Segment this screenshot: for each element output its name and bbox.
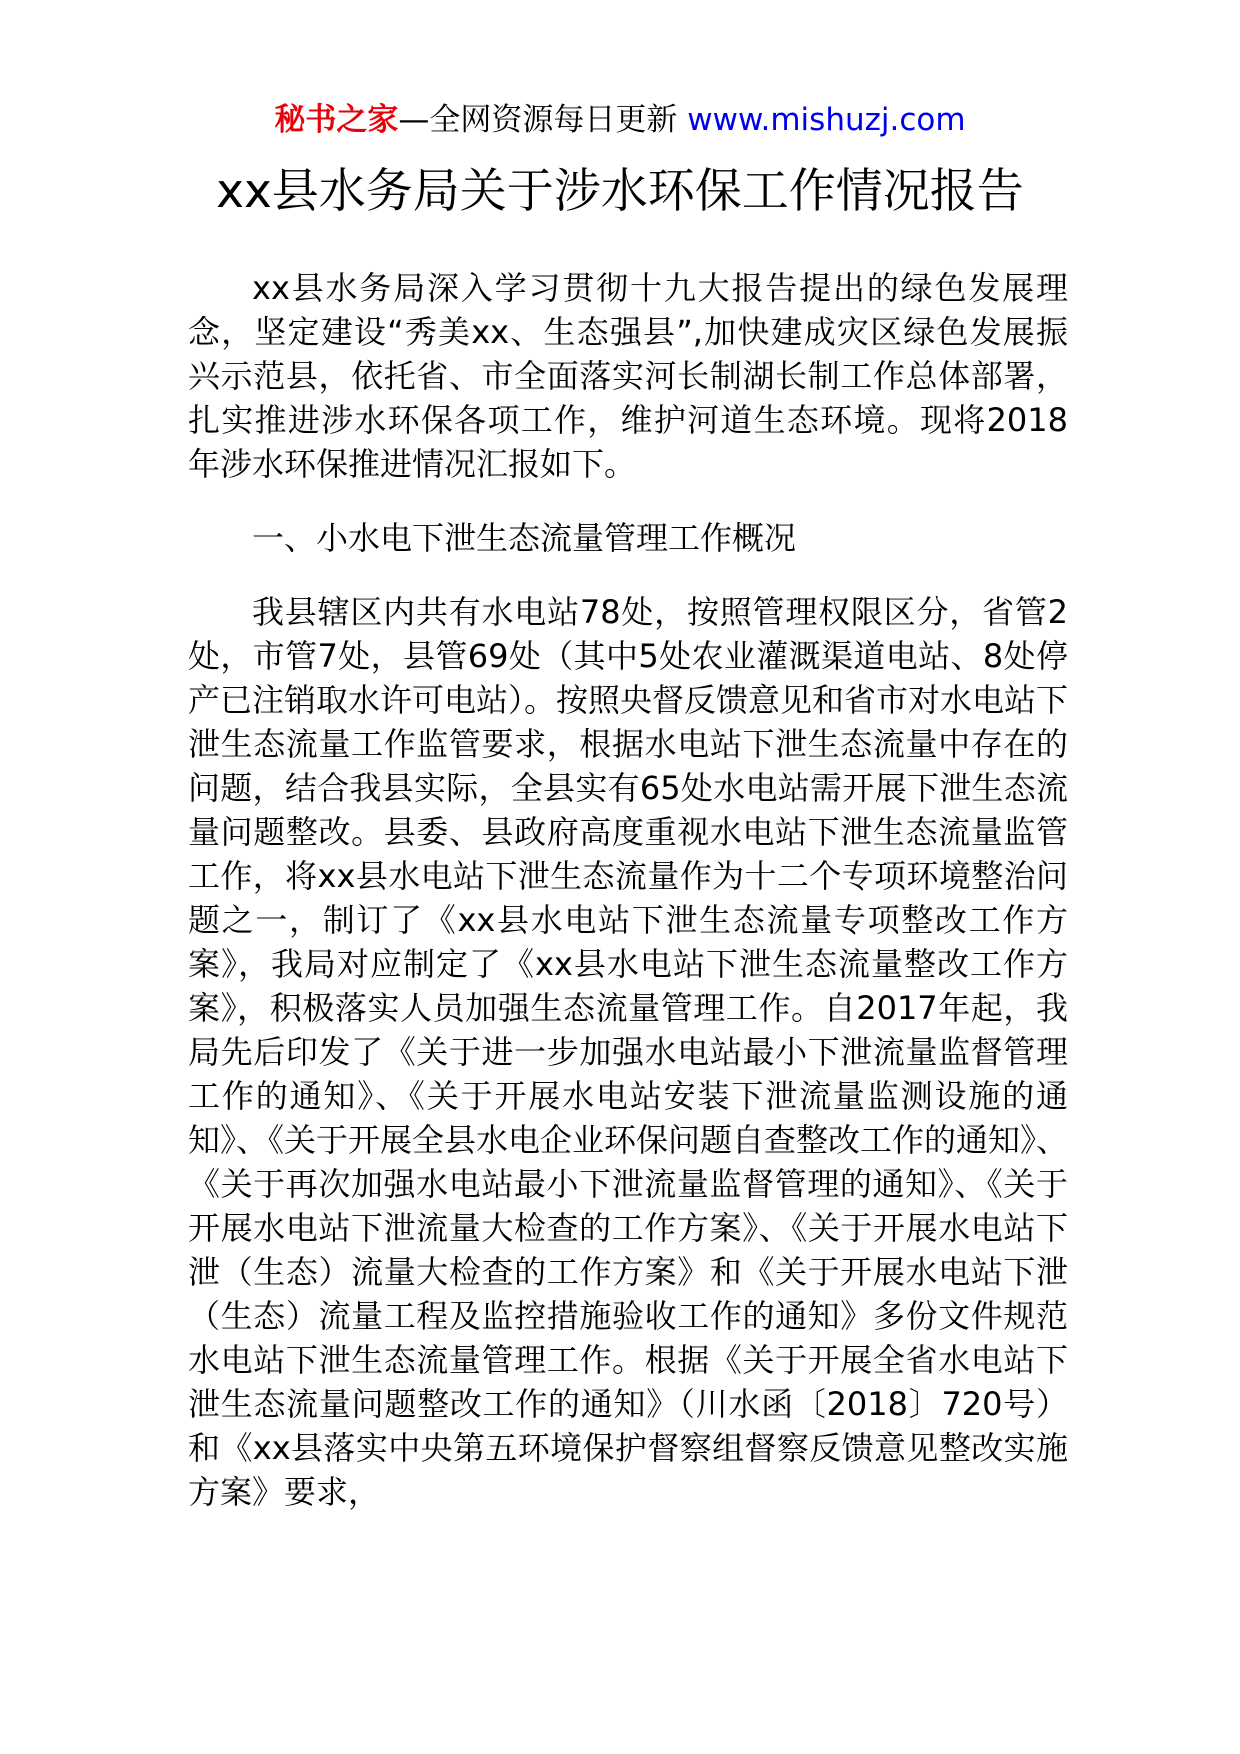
site-slogan: —全网资源每日更新 [398,102,688,138]
site-header [0,98,1240,142]
document-title: xx县水务局关于涉水环保工作情况报告 [216,164,1024,219]
site-name: 秘书之家 [274,102,399,138]
section-1-paragraph: 我县辖区内共有水电站78处，按照管理权限区分，省管2处，市管7处，县管69处（其中5处农业灌溉渠道电站、8处停产已注销取水许可电站）。按照央督反馈意见和省市对水电站下泄生态流量工作监管要求，根据水电站下泄生态流量中存在的问题，结合我县实际，全县实有65处水电站需开展下泄生态流量问题整改。县委、县政府高度重视水电站下泄生态流量监管工作，将xx县水电站下泄生态流量作为十二个专项环境整治问题之一，制订了《xx县水电站下泄生态流量专项整改工作方案》，我局对应制定了《xx县水电站下泄生态流量整改工作方案》，积极落实人员加强生态流量管理工作。自2017年起，我局先后印发了《关于进一步加强水电站最小下泄流量监督管理工作的通知》、《关于开展水电站安装下泄流量监测设施的通知》、《关于开展全县水电企业环保问题自查整改工作的通知》、《关于再次加强水电站最小下泄流量监督管理的通知》、《关于开展水电站下泄流量大检查的工作方案》、《关于开展水电站下泄（生态）流量大检查的工作方案》和《关于开展水电站下泄（生态）流量工程及监控措施验收工作的通知》多份文件规范水电站下泄生态流量管理工作。根据《关于开展全省水电站下泄生态流量问题整改工作的通知》（川水函〔2018〕720号）和《xx县落实中央第五环境保护督察组督察反馈意见整改实施方案》要求， [188,593,1069,1511]
intro-paragraph: xx县水务局深入学习贯彻十九大报告提出的绿色发展理念，坚定建设“秀美xx、生态强县”,加快建成灾区绿色发展振兴示范县，依托省、市全面落实河长制湖长制工作总体部署，扎实推进涉水环保各项工作，维护河道生态环境。现将2018年涉水环保推进情况汇报如下。 [188,269,1068,483]
site-url-link[interactable]: www.mishuzj.com [687,102,966,138]
section-heading-1: 一、小水电下泄生态流量管理工作概况 [252,519,797,557]
document-body [188,266,1068,1544]
